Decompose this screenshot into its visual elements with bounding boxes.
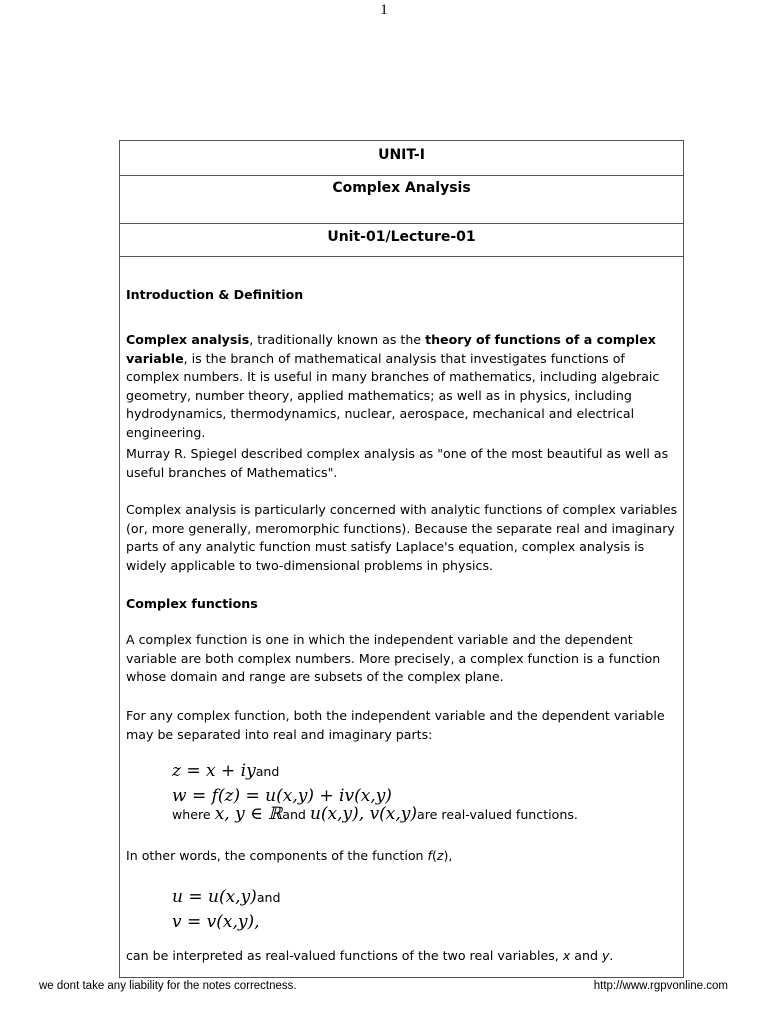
functions-paragraph-1: A complex function is one in which the independent variable and the dependent variable are both complex numbers. More precisely, a complex function is a function whose domain and range are subsets of the complex plane.: [126, 632, 661, 685]
complex-functions-heading: Complex functions: [126, 596, 258, 611]
and-label: and: [256, 890, 281, 905]
text: , traditionally known as the: [249, 332, 426, 347]
term-theory: theory of functions of a complex variable: [126, 332, 656, 366]
footer-url[interactable]: http://www.rgpvonline.com: [593, 980, 728, 992]
intro-heading: Introduction & Definition: [126, 287, 304, 302]
equation-z: z = x + iy: [172, 761, 256, 781]
equation-w: w = f(z) = u(x,y) + iv(x,y): [172, 786, 392, 806]
equation-block-uv: [172, 885, 281, 934]
intro-paragraph-1: [126, 331, 678, 443]
subject-title: Complex Analysis: [120, 176, 683, 224]
functions-paragraph-4: [126, 947, 613, 966]
equation-v: v = v(x,y),: [172, 912, 260, 932]
where-label: where: [172, 807, 211, 822]
where-line: [172, 805, 578, 825]
text: , is the branch of mathematical analysis that investigates functions of complex numbers. It is useful in many branches of mathematics, including algebraic geometry, number theory, applied mathematics; as well as in physics, including hydrodynamics, thermodynamics, nuclear, aerospace, mechanical and electrical engineering.: [126, 350, 660, 440]
and-label: and: [282, 807, 306, 822]
text: In other words, the components of the function: [126, 848, 428, 863]
lecture-heading: Unit-01/Lecture-01: [120, 224, 683, 257]
equation-block-zw: [172, 759, 392, 808]
intro-paragraph-2: Murray R. Spiegel described complex analysis as "one of the most beautiful as well as useful branches of Mathematics".: [126, 446, 669, 480]
footer-disclaimer: we dont take any liability for the notes correctness.: [39, 980, 297, 992]
var-y: y: [601, 948, 610, 963]
var-z: z: [436, 848, 444, 863]
notes-table: [119, 140, 684, 978]
equation-xy: x, y ∈ ℝ: [214, 804, 283, 824]
page-number: 1: [380, 2, 388, 18]
and-label: and: [255, 764, 280, 779]
unit-heading: UNIT-I: [120, 141, 683, 176]
real-valued-label: are real-valued functions.: [417, 807, 578, 822]
equation-uv: u(x,y), v(x,y): [309, 804, 418, 824]
functions-paragraph-2: For any complex function, both the independent variable and the dependent variable may be separated into real and imaginary parts:: [126, 708, 665, 742]
term-complex-analysis: Complex analysis: [126, 332, 250, 347]
text: and: [570, 948, 602, 963]
functions-paragraph-3: In other words, the components of the function f(z),: [126, 848, 453, 863]
var-f: f: [427, 848, 432, 863]
equation-u: u = u(x,y): [172, 887, 257, 907]
text: can be interpreted as real-valued functions of the two real variables,: [126, 948, 563, 963]
intro-paragraph-3: Complex analysis is particularly concerned with analytic functions of complex variables (or, more generally, meromorphic functions). Because the separate real and imaginary parts of any analytic function must satisfy Laplace's equation, complex analysis is widely applicable to two-dimensional problems in physics.: [126, 502, 678, 573]
var-x: x: [562, 948, 571, 963]
text: .: [609, 948, 614, 963]
